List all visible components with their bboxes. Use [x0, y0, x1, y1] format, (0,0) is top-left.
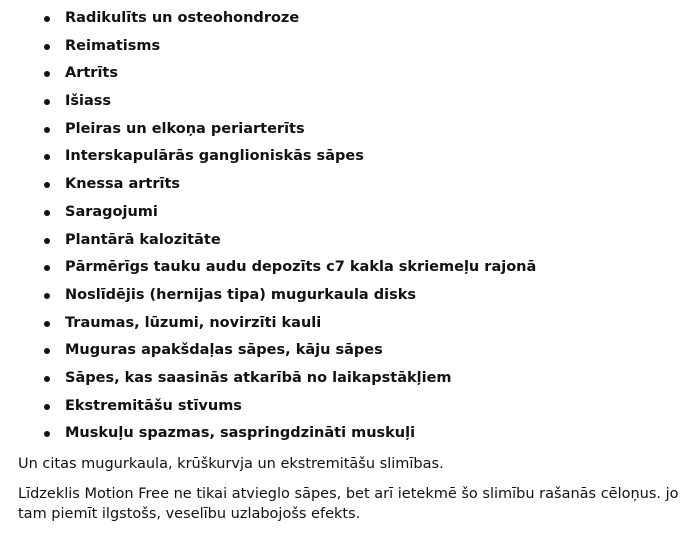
list-item [0, 199, 536, 227]
list-item-text: Interskapulārās ganglioniskās sāpes [65, 148, 364, 165]
list-item-text: Pārmērīgs tauku audu depozīts c7 kakla skriemeļu rajonā [65, 259, 537, 276]
list-item [0, 337, 536, 365]
bullet-icon [44, 44, 50, 50]
list-item-text: Muguras apakšdaļas sāpes, kāju sāpes [65, 342, 383, 359]
bullet-icon [44, 431, 50, 437]
bullet-icon [44, 321, 50, 327]
list-item [0, 227, 536, 255]
list-item [0, 143, 536, 171]
list-item-text: Noslīdējis (hernijas tipa) mugurkaula disks [65, 286, 416, 303]
list-item [0, 365, 536, 393]
paragraph-other-diseases: Un citas mugurkaula, krūškurvja un ekstremitāšu slimības. [18, 456, 444, 472]
list-item [0, 5, 536, 33]
list-item-text: Radikulīts un osteohondroze [65, 10, 300, 26]
list-item-text: Pleiras un elkoņa periarterīts [65, 120, 305, 137]
list-item [0, 254, 536, 282]
list-item [0, 420, 536, 448]
bullet-icon [44, 238, 50, 244]
bullet-icon [44, 154, 50, 160]
list-item-text: Reimatisms [65, 37, 161, 54]
list-item-text: Traumas, lūzumi, novirzīti kauli [65, 314, 322, 331]
bullet-icon [44, 16, 50, 22]
bullet-icon [44, 376, 50, 382]
list-item-text: Muskuļu spazmas, saspringdzināti muskuļi [65, 425, 416, 442]
list-item-text: Išiass [65, 93, 112, 110]
list-item-text: Saragojumi [65, 203, 158, 220]
list-item [0, 393, 536, 421]
list-item [0, 171, 536, 199]
conditions-list [0, 5, 536, 448]
bullet-icon [44, 404, 50, 410]
bullet-icon [44, 293, 50, 299]
list-item [0, 33, 536, 61]
list-item [0, 88, 536, 116]
bullet-icon [44, 99, 50, 105]
list-item [0, 60, 536, 88]
bullet-icon [44, 182, 50, 188]
bullet-icon [44, 348, 50, 354]
list-item-text: Plantārā kalozitāte [65, 231, 221, 248]
list-item [0, 310, 536, 338]
list-item [0, 116, 536, 144]
list-item-text: Artrīts [65, 65, 118, 82]
list-item [0, 282, 536, 310]
list-item-text: Sāpes, kas saasinās atkarībā no laikapstākļiem [65, 369, 452, 386]
bullet-icon [44, 265, 50, 271]
paragraph-product-effect: Līdzeklis Motion Free ne tikai atvieglo sāpes, bet arī ietekmē šo slimību rašanās cēloņus. jo tam piemīt ilgstošs, veselību uzlabojošs efekts. [18, 486, 679, 522]
list-item-text: Knessa artrīts [65, 176, 181, 193]
bullet-icon [44, 210, 50, 216]
bullet-icon [44, 71, 50, 77]
list-item-text: Ekstremitāšu stīvums [65, 397, 242, 414]
bullet-icon [44, 127, 50, 133]
